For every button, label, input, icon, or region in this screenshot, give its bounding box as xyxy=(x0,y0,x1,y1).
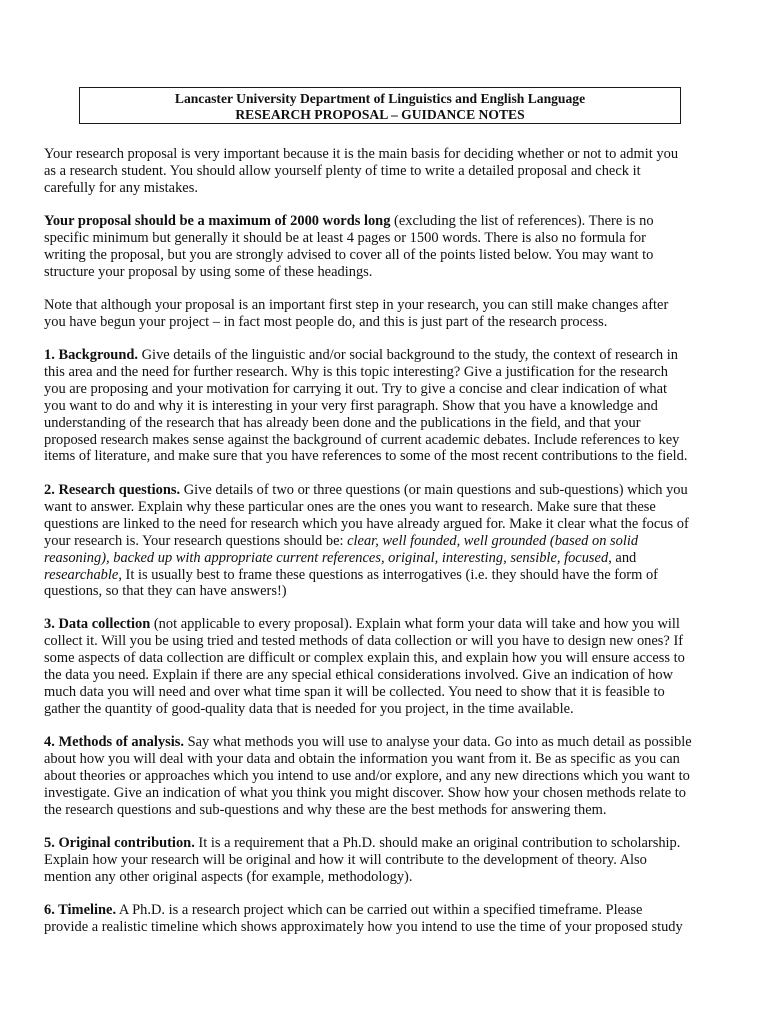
methods-heading: 4. Methods of analysis. xyxy=(44,734,184,750)
text-line: Your research proposal is very important because it is the main basis for deciding whether or not to admit you xyxy=(44,146,679,162)
text-line: this area and the need for further research. Why is this topic interesting? Give a justification for the research xyxy=(44,363,668,380)
questions-line6-plain: , It is usually best to frame these questions as interrogatives (i.e. they should have the form of xyxy=(118,566,658,583)
text-line xyxy=(44,213,738,230)
title-box xyxy=(79,87,681,124)
text-line: investigate. Give an indication of what you think you might discover. Show how your chosen methods relate to xyxy=(44,784,686,801)
questions-line1-rest: Give details of two or three questions (or main questions and sub-questions) which you xyxy=(180,482,688,498)
length-bold-lead: Your proposal should be a maximum of 2000 words long xyxy=(44,213,391,229)
timeline-section xyxy=(44,902,738,936)
length-line1-rest: (excluding the list of references). There is no xyxy=(390,213,654,229)
text-line: questions are linked to the need for research which you have already argued for. Make it clear what the focus of xyxy=(44,515,689,532)
text-line: some aspects of data collection are difficult or complex explain this, and explain how you will ensure access to xyxy=(44,649,685,666)
text-line: Explain how your research will be original and how it will contribute to the development of theory. Also xyxy=(44,851,647,868)
document-title: RESEARCH PROPOSAL – GUIDANCE NOTES xyxy=(235,107,525,122)
text-line: you are proposing and your motivation for carrying it out. Try to give a concise and clear indication of what xyxy=(44,380,668,397)
text-line: provide a realistic timeline which shows approximately how you intend to use the time of your proposed study xyxy=(44,918,683,935)
text-line: mention any other original aspects (for example, methodology). xyxy=(44,868,413,885)
text-line xyxy=(44,567,738,584)
contribution-section xyxy=(44,835,738,886)
text-line: structure your proposal by using some of these headings. xyxy=(44,263,373,280)
text-line: gather the quantity of good-quality data that is needed for you project, in the time available. xyxy=(44,700,574,717)
timeline-heading: 6. Timeline. xyxy=(44,902,117,918)
text-line: collect it. Will you be using tried and tested methods of data collection or will you have to design new ones? If xyxy=(44,632,684,649)
questions-line4-plain: your research is. Your research questions should be: xyxy=(44,532,348,549)
questions-line4-italic: clear, well founded, well grounded (based on solid xyxy=(347,532,639,549)
text-line xyxy=(44,550,738,567)
text-line: carefully for any mistakes. xyxy=(44,179,198,196)
background-section xyxy=(44,347,738,465)
text-line: you want to do and why it is interesting in your very first paragraph. Show that you have a knowledge and xyxy=(44,397,658,414)
data-collection-section xyxy=(44,616,738,717)
research-questions-section xyxy=(44,482,738,600)
text-line: items of literature, and make sure that you have references to some of the most recent contributions to the field. xyxy=(44,448,688,465)
text-line xyxy=(44,347,738,364)
methods-section xyxy=(44,734,738,819)
text-line: writing the proposal, but you are strongly advised to cover all of the points listed below. You may want to xyxy=(44,246,654,263)
department-title: Lancaster University Department of Linguistics and English Language xyxy=(174,91,586,106)
text-line xyxy=(44,533,738,550)
questions-line6-italic: researchable xyxy=(44,566,119,583)
text-line: about how you will deal with your data and obtain the information you want from it. Be as specific as you can xyxy=(44,750,680,767)
background-line1-rest: Give details of the linguistic and/or social background to the study, the context of research in xyxy=(138,347,678,363)
methods-line1-rest: Say what methods you will use to analyse your data. Go into as much detail as possible xyxy=(183,734,692,750)
timeline-line1-rest: A Ph.D. is a research project which can be carried out within a specified timeframe. Please xyxy=(116,902,643,918)
questions-heading: 2. Research questions. xyxy=(44,482,181,498)
text-line: specific minimum but generally it should be at least 4 pages or 1500 words. There is also no formula for xyxy=(44,229,646,246)
text-line: the data you need. Explain if there are any special ethical considerations involved. Give an indication of how xyxy=(44,666,674,683)
length-paragraph xyxy=(44,213,738,281)
text-line: want to answer. Explain why these particular ones are the ones you want to research. Make sure that these xyxy=(44,498,656,515)
text-line xyxy=(44,482,738,499)
text-line xyxy=(44,902,738,919)
data-collection-line1-rest: (not applicable to every proposal). Explain what form your data will take and how you will xyxy=(150,616,680,632)
text-line: understanding of the research that has already been done and the publications in the field, and that your xyxy=(44,414,641,431)
note-paragraph xyxy=(44,297,738,331)
contribution-heading: 5. Original contribution. xyxy=(44,835,195,851)
text-line: questions, so that they can have answers!) xyxy=(44,583,287,600)
intro-paragraph xyxy=(44,146,738,197)
text-line: the research questions and sub-questions and why these are the best methods for answering them. xyxy=(44,801,607,818)
text-line: proposed research makes sense against the background of current academic debates. Include references to key xyxy=(44,431,680,448)
text-line: about theories or approaches which you intend to use and/or explore, and any new directions which you want to xyxy=(44,767,690,784)
text-line: you have begun your project – in fact most people do, and this is just part of the research process. xyxy=(44,313,608,330)
text-line xyxy=(44,734,738,751)
background-heading: 1. Background. xyxy=(44,347,139,363)
text-line: Note that although your proposal is an important first step in your research, you can still make changes after xyxy=(44,297,669,313)
text-line xyxy=(44,616,738,633)
data-collection-heading: 3. Data collection xyxy=(44,616,151,632)
questions-line5-plain: , and xyxy=(608,549,637,566)
text-line: as a research student. You should allow yourself plenty of time to write a detailed proposal and check it xyxy=(44,162,641,179)
contribution-line1-rest: It is a requirement that a Ph.D. should make an original contribution to scholarship. xyxy=(194,835,681,851)
questions-line5-italic: reasoning), backed up with appropriate current references, original, interesting, sensible, focused xyxy=(44,549,609,566)
text-line: much data you will need and over what time span it will be collected. You need to show that it is feasible to xyxy=(44,683,665,700)
text-line xyxy=(44,835,738,852)
